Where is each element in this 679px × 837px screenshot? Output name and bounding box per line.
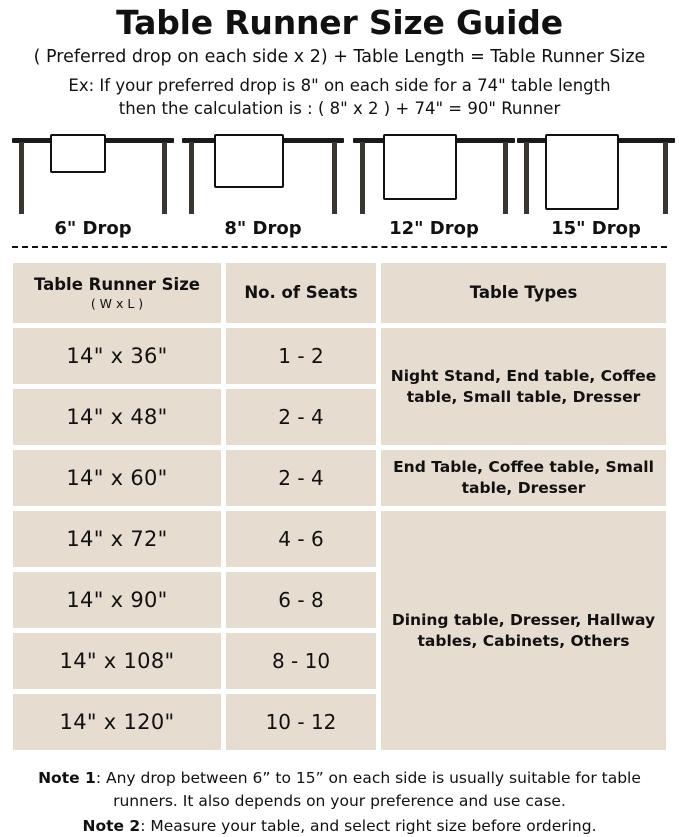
cell-size: 14" x 36" bbox=[13, 328, 221, 384]
runner-icon bbox=[383, 134, 457, 200]
notes-section bbox=[14, 767, 665, 837]
table-figure-6in bbox=[12, 132, 174, 240]
example-line-2: then the calculation is : ( 8" x 2 ) + 74" = 90" Runner bbox=[118, 98, 561, 118]
note-1-label: Note 1 bbox=[38, 769, 96, 788]
table-row bbox=[13, 450, 666, 506]
header-cell-types: Table Types bbox=[381, 263, 666, 323]
table-leg-icon bbox=[663, 142, 668, 214]
table-leg-icon bbox=[503, 142, 508, 214]
drop-diagram bbox=[12, 132, 667, 242]
table-leg-icon bbox=[360, 142, 365, 214]
cell-types: Dining table, Dresser, Hallway tables, Cabinets, Others bbox=[381, 511, 666, 750]
table-leg-icon bbox=[19, 142, 24, 214]
header-cell-size bbox=[13, 263, 221, 323]
table-figure-15in bbox=[517, 132, 675, 240]
note-1-text: : Any drop between 6” to 15” on each side is usually suitable for table runners. It also depends on your preference and use case. bbox=[95, 769, 641, 810]
page-title: Table Runner Size Guide bbox=[116, 3, 563, 42]
cell-seats: 2 - 4 bbox=[226, 389, 376, 445]
cell-size: 14" x 60" bbox=[13, 450, 221, 506]
table-leg-icon bbox=[162, 142, 167, 214]
cell-seats: 2 - 4 bbox=[226, 450, 376, 506]
table-figure-8in bbox=[182, 132, 344, 240]
cell-seats: 6 - 8 bbox=[226, 572, 376, 628]
example-line-1: Ex: If your preferred drop is 8" on each side for a 74" table length bbox=[68, 75, 611, 95]
cell-seats: 8 - 10 bbox=[226, 633, 376, 689]
cell-seats: 10 - 12 bbox=[226, 694, 376, 750]
formula-line: ( Preferred drop on each side x 2) + Table Length = Table Runner Size bbox=[33, 46, 646, 67]
cell-size: 14" x 72" bbox=[13, 511, 221, 567]
cell-types: Night Stand, End table, Coffee table, Small table, Dresser bbox=[381, 328, 666, 445]
example-block bbox=[8, 75, 671, 121]
header-cell-seats: No. of Seats bbox=[226, 263, 376, 323]
runner-icon bbox=[545, 134, 619, 210]
cell-seats: 1 - 2 bbox=[226, 328, 376, 384]
table-row bbox=[13, 328, 666, 384]
cell-size: 14" x 120" bbox=[13, 694, 221, 750]
header-size-label: Table Runner Size bbox=[33, 274, 200, 294]
drop-label-8in: 8" Drop bbox=[224, 218, 302, 240]
header-size-sublabel: ( W x L ) bbox=[90, 296, 144, 312]
table-row bbox=[13, 511, 666, 567]
table-leg-icon bbox=[332, 142, 337, 214]
table-figure-12in bbox=[353, 132, 515, 240]
note-2-label: Note 2 bbox=[82, 816, 141, 835]
size-guide-page bbox=[0, 3, 679, 835]
note-1 bbox=[14, 767, 665, 812]
cell-types: End Table, Coffee table, Small table, Dresser bbox=[381, 450, 666, 506]
cell-size: 14" x 48" bbox=[13, 389, 221, 445]
size-table bbox=[8, 258, 671, 755]
note-2-text: : Measure your table, and select right size before ordering. bbox=[140, 816, 597, 835]
drop-label-12in: 12" Drop bbox=[389, 218, 479, 240]
drop-label-15in: 15" Drop bbox=[551, 218, 641, 240]
drop-label-6in: 6" Drop bbox=[54, 218, 132, 240]
table-leg-icon bbox=[189, 142, 194, 214]
runner-icon bbox=[50, 134, 106, 173]
section-divider bbox=[12, 246, 667, 248]
table-leg-icon bbox=[524, 142, 529, 214]
runner-icon bbox=[214, 134, 284, 188]
cell-seats: 4 - 6 bbox=[226, 511, 376, 567]
cell-size: 14" x 108" bbox=[13, 633, 221, 689]
table-header-row bbox=[13, 263, 666, 323]
cell-size: 14" x 90" bbox=[13, 572, 221, 628]
